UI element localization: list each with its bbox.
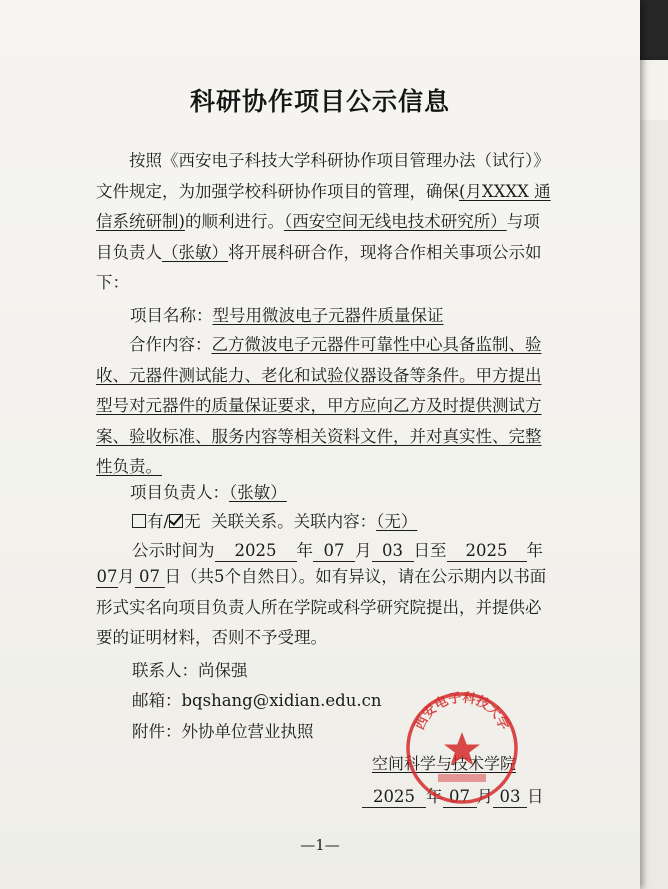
start-month-unit: 月 bbox=[355, 541, 372, 560]
page-number: —1— bbox=[300, 836, 340, 854]
intro-text-2: 的顺利进行。 bbox=[184, 212, 284, 231]
has-relation-checkbox bbox=[132, 514, 146, 528]
issue-month-unit: 月 bbox=[476, 787, 493, 806]
end-year-unit: 年 bbox=[526, 541, 543, 560]
project-name-row bbox=[130, 302, 444, 326]
project-name-label: 项目名称： bbox=[130, 306, 213, 325]
official-seal bbox=[404, 690, 520, 806]
content-label: 合作内容： bbox=[129, 335, 212, 354]
email-label: 邮箱： bbox=[132, 691, 182, 710]
leader-label: 项目负责人： bbox=[130, 483, 229, 502]
email-value: bqshang@xidian.edu.cn bbox=[181, 691, 382, 710]
svg-text:西安电子科技大学 bbox=[412, 690, 513, 733]
has-relation-label: 有/ bbox=[147, 512, 170, 531]
issue-year: 2025 bbox=[362, 787, 426, 808]
project-name-value: 型号用微波电子元器件质量保证 bbox=[212, 306, 444, 325]
intro-leader: （张敏） bbox=[162, 242, 228, 262]
contact-row bbox=[132, 657, 248, 681]
partner-institute: （西安空间无线电技术研究所） bbox=[283, 212, 507, 231]
contact-value: 尚保强 bbox=[198, 661, 248, 680]
intro-text-1: 按照《西安电子科技大学科研协作项目管理办法（试行）》文件规定，为加强学校科研协作项目的管理，确保 bbox=[96, 151, 550, 201]
period-rest: （共5个自然日）。如有异议，请在公示期内以书面形式实名向项目负责人所在学院或科学研究院提出，并提供必要的证明材料，否则不予受理。 bbox=[96, 567, 547, 647]
start-year-unit: 年 bbox=[296, 541, 313, 560]
start-day: 03 bbox=[372, 541, 414, 562]
issue-year-unit: 年 bbox=[426, 787, 443, 806]
issue-day: 03 bbox=[493, 787, 527, 808]
attachment-label: 附件： bbox=[132, 722, 182, 741]
issue-month: 07 bbox=[443, 787, 477, 808]
end-day-unit: 日 bbox=[164, 567, 181, 586]
relation-text: 关联关系。关联内容： bbox=[211, 512, 377, 531]
end-month-unit: 月 bbox=[118, 567, 135, 586]
intro-text-4: 将开展科研合作，现将合作相关事项公示如下： bbox=[96, 242, 542, 292]
attachment-value: 外协单位营业执照 bbox=[181, 722, 314, 741]
content-value: 乙方微波电子元器件可靠性中心具备监制、验收、元器件测试能力、老化和试验仪器设备等条件。甲方提出型号对元器件的质量保证要求，甲方应向乙方及时提供测试方案、验收标准、服务内容等相关资料文件，并对真实性、完整性负责。 bbox=[96, 335, 542, 476]
relation-value: （无） bbox=[376, 512, 418, 531]
period-row bbox=[132, 537, 543, 562]
leader-value: （张敏） bbox=[229, 483, 287, 502]
content-paragraph bbox=[96, 330, 552, 483]
project-reference: (月XXXX 通信系统研制) bbox=[96, 181, 551, 231]
intro-paragraph bbox=[96, 146, 552, 299]
contact-label: 联系人： bbox=[132, 661, 198, 680]
seal-star-icon bbox=[444, 732, 480, 766]
start-year: 2025 bbox=[215, 541, 297, 562]
seal-text: 西安电子科技大学 bbox=[412, 690, 512, 733]
no-relation-label: 无 bbox=[184, 512, 201, 531]
intro-text-3: 与项目负责人 bbox=[96, 212, 540, 262]
start-month: 07 bbox=[313, 541, 355, 562]
end-day: 07 bbox=[135, 567, 165, 588]
document-title: 科研协作项目公示信息 bbox=[189, 87, 450, 116]
leader-row bbox=[130, 479, 287, 503]
issue-day-unit: 日 bbox=[527, 787, 544, 806]
seal-smudge bbox=[438, 774, 486, 782]
relation-row bbox=[132, 508, 417, 532]
period-paragraph bbox=[96, 562, 552, 654]
issuer-name: 空间科学与技术学院 bbox=[372, 754, 517, 773]
email-row bbox=[132, 687, 381, 711]
start-day-unit: 日至 bbox=[413, 541, 447, 560]
attachment-row bbox=[132, 718, 314, 742]
no-relation-checkbox bbox=[169, 514, 183, 528]
end-year: 2025 bbox=[447, 541, 527, 562]
period-label: 公示时间为 bbox=[132, 541, 215, 560]
end-month: 07 bbox=[96, 567, 118, 586]
